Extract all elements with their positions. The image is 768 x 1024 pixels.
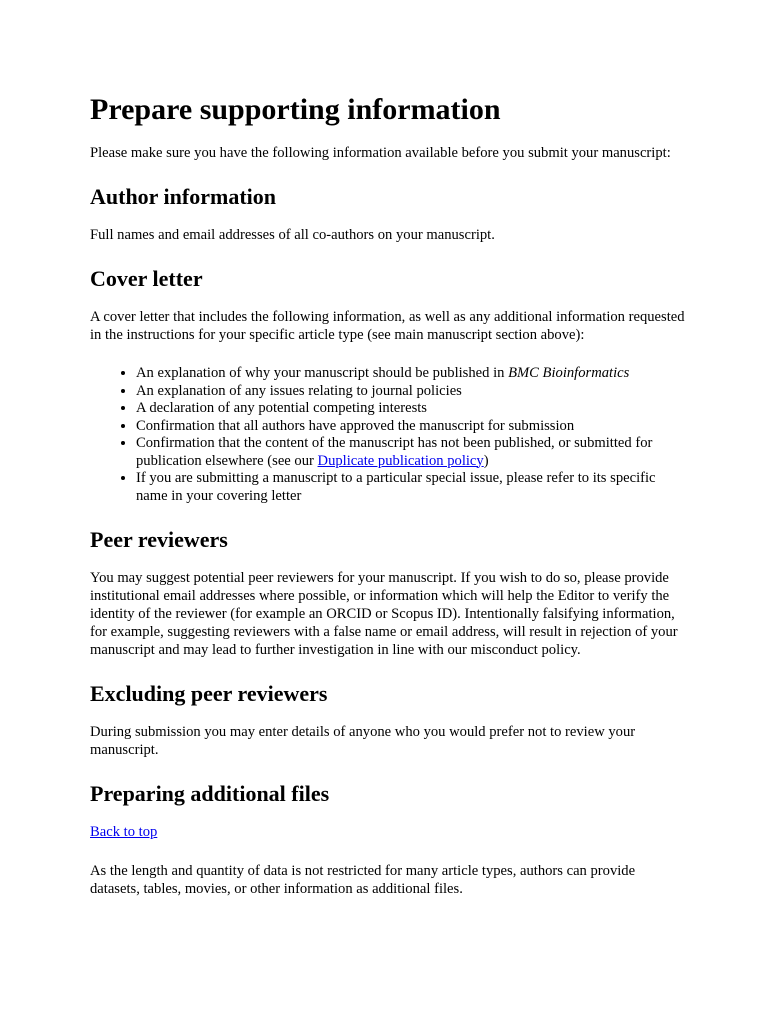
page-title: Prepare supporting information <box>90 93 501 126</box>
back-to-top-link[interactable]: Back to top <box>90 824 158 840</box>
excluding-reviewers-text: During submission you may enter details of anyone who you would prefer not to review your manuscript. <box>90 724 636 758</box>
journal-name: BMC Bioinformatics <box>508 365 630 381</box>
list-item: • A declaration of any potential competing interests <box>136 400 685 418</box>
document-body <box>90 92 685 919</box>
peer-reviewers-text: You may suggest potential peer reviewers for your manuscript. If you wish to do so, please provide institutional email addresses where possible, or information which will help the Editor to verify the identity of the reviewer (for example an ORCID or Scopus ID). Intentionally falsifying information, for example, suggesting reviewers with a false name or email address, will result in rejection of your manuscript and may lead to further investigation in line with our misconduct policy. <box>90 570 678 658</box>
cover-letter-heading: Cover letter <box>90 266 203 291</box>
author-info-heading: Author information <box>90 184 276 209</box>
list-item: • Confirmation that the content of the manuscript has not been published, or submitted for publication elsewhere (see our Duplicate publication policy) <box>136 435 685 470</box>
cover-letter-list <box>90 365 685 505</box>
cover-letter-text: A cover letter that includes the following information, as well as any additional information requested in the instructions for your specific article type (see main manuscript section above): <box>90 309 685 343</box>
additional-files-text: As the length and quantity of data is not restricted for many article types, authors can provide datasets, tables, movies, or other information as additional files. <box>90 863 636 897</box>
list-item: • An explanation of any issues relating to journal policies <box>136 383 685 401</box>
author-info-text: Full names and email addresses of all co-authors on your manuscript. <box>90 227 495 243</box>
intro-text: Please make sure you have the following information available before you submit your manuscript: <box>90 145 671 161</box>
peer-reviewers-heading: Peer reviewers <box>90 527 228 552</box>
excluding-reviewers-heading: Excluding peer reviewers <box>90 681 328 706</box>
additional-files-heading: Preparing additional files <box>90 781 330 806</box>
list-item: • An explanation of why your manuscript should be published in BMC Bioinformatics <box>136 365 685 383</box>
back-to-top-paragraph <box>90 823 685 841</box>
duplicate-publication-policy-link[interactable]: Duplicate publication policy <box>317 452 484 469</box>
list-item: • Confirmation that all authors have approved the manuscript for submission <box>136 418 685 436</box>
list-item: • If you are submitting a manuscript to a particular special issue, please refer to its specific name in your covering letter <box>136 470 685 505</box>
